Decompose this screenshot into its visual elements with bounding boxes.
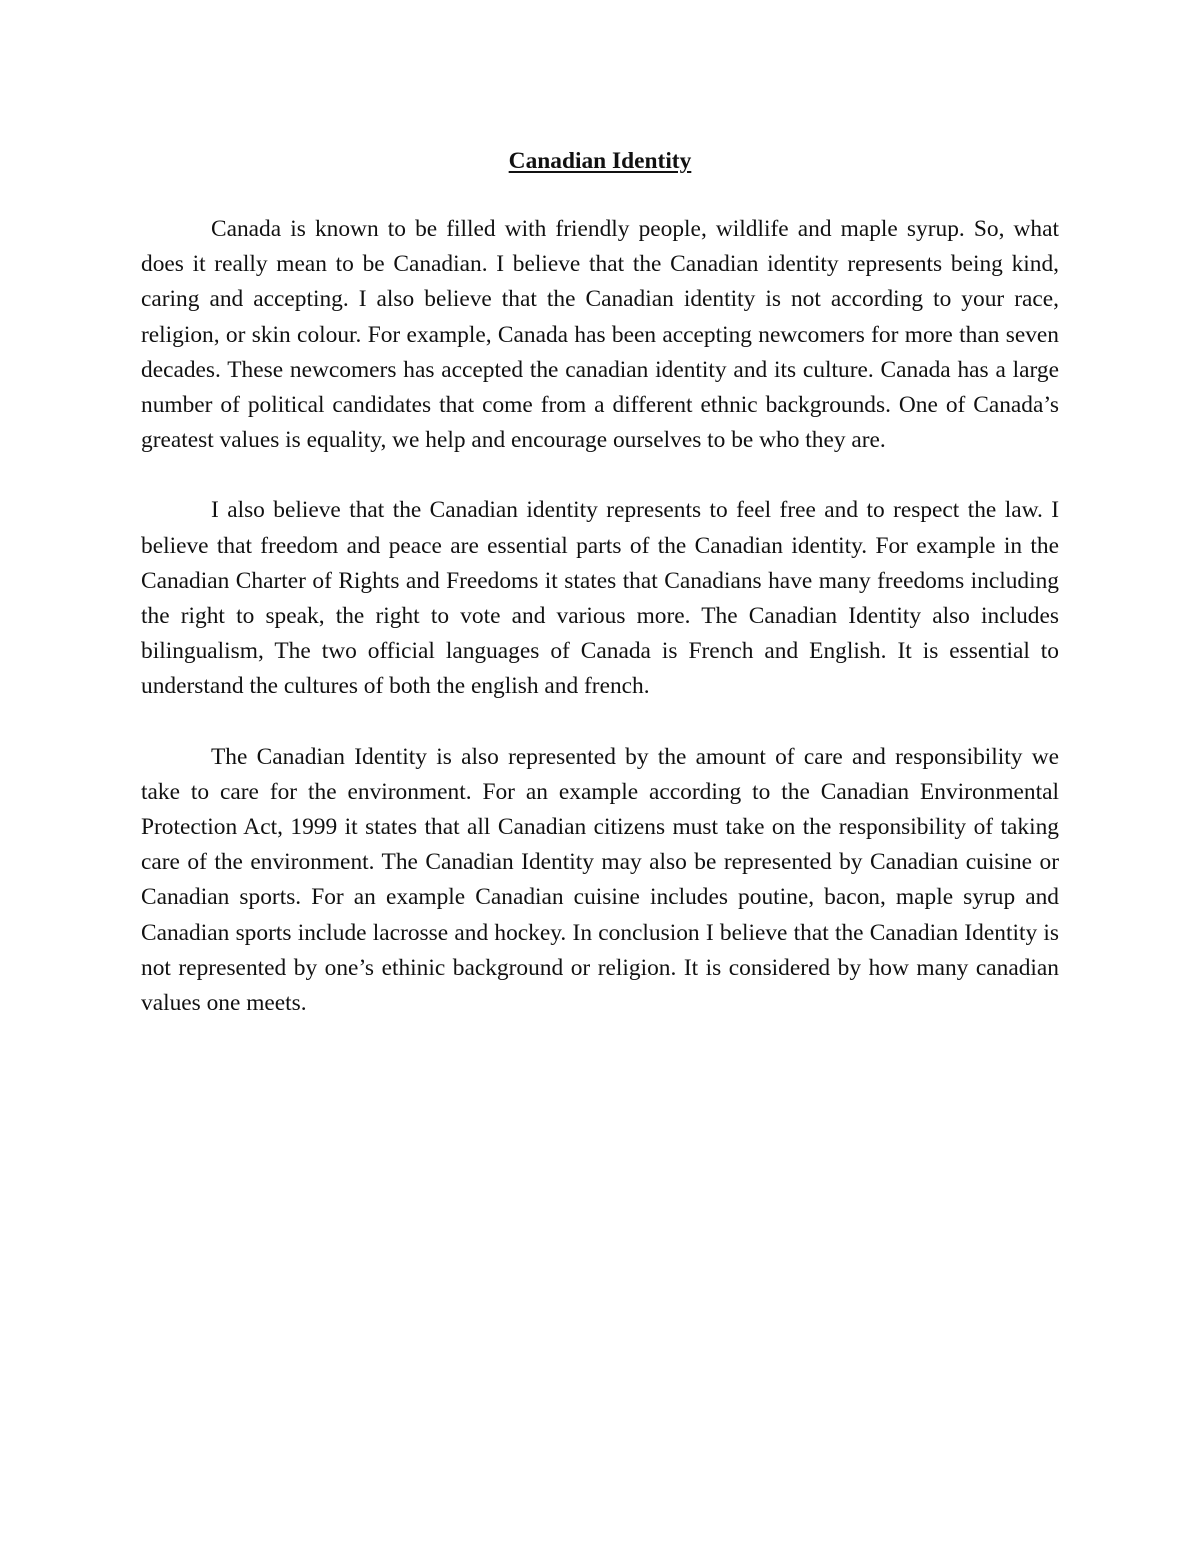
document-title: Canadian Identity <box>508 148 692 174</box>
paragraph-1: Canada is known to be filled with friendly people, wildlife and maple syrup. So, what does it really mean to be Canadian. I believe that the Canadian identity represents being kind, caring and accepting. I also believe that the Canadian identity is not according to your race, religion, or skin colour. For example, Canada has been accepting newcomers for more than seven decades. These newcomers has accepted the canadian identity and its culture. Canada has a large number of political candidates that come from a different ethnic backgrounds. One of Canada’s greatest values is equality, we help and encourage ourselves to be who they are. <box>141 216 1059 454</box>
document-body <box>141 146 1059 1056</box>
paragraph-2: I also believe that the Canadian identity represents to feel free and to respect the law. I believe that freedom and peace are essential parts of the Canadian identity. For example in the Canadian Charter of Rights and Freedoms it states that Canadians have many freedoms including the right to speak, the right to vote and various more. The Canadian Identity also includes bilingualism, The two official languages of Canada is French and English. It is essential to understand the cultures of both the english and french. <box>141 497 1059 700</box>
paragraph-3: The Canadian Identity is also represented by the amount of care and responsibility we take to care for the environment. For an example according to the Canadian Environmental Protection Act, 1999 it states that all Canadian citizens must take on the responsibility of taking care of the environment. The Canadian Identity may also be represented by Canadian cuisine or Canadian sports. For an example Canadian cuisine includes poutine, bacon, maple syrup and Canadian sports include lacrosse and hockey. In conclusion I believe that the Canadian Identity is not represented by one’s ethinic background or religion. It is considered by how many canadian values one meets. <box>141 743 1059 1017</box>
